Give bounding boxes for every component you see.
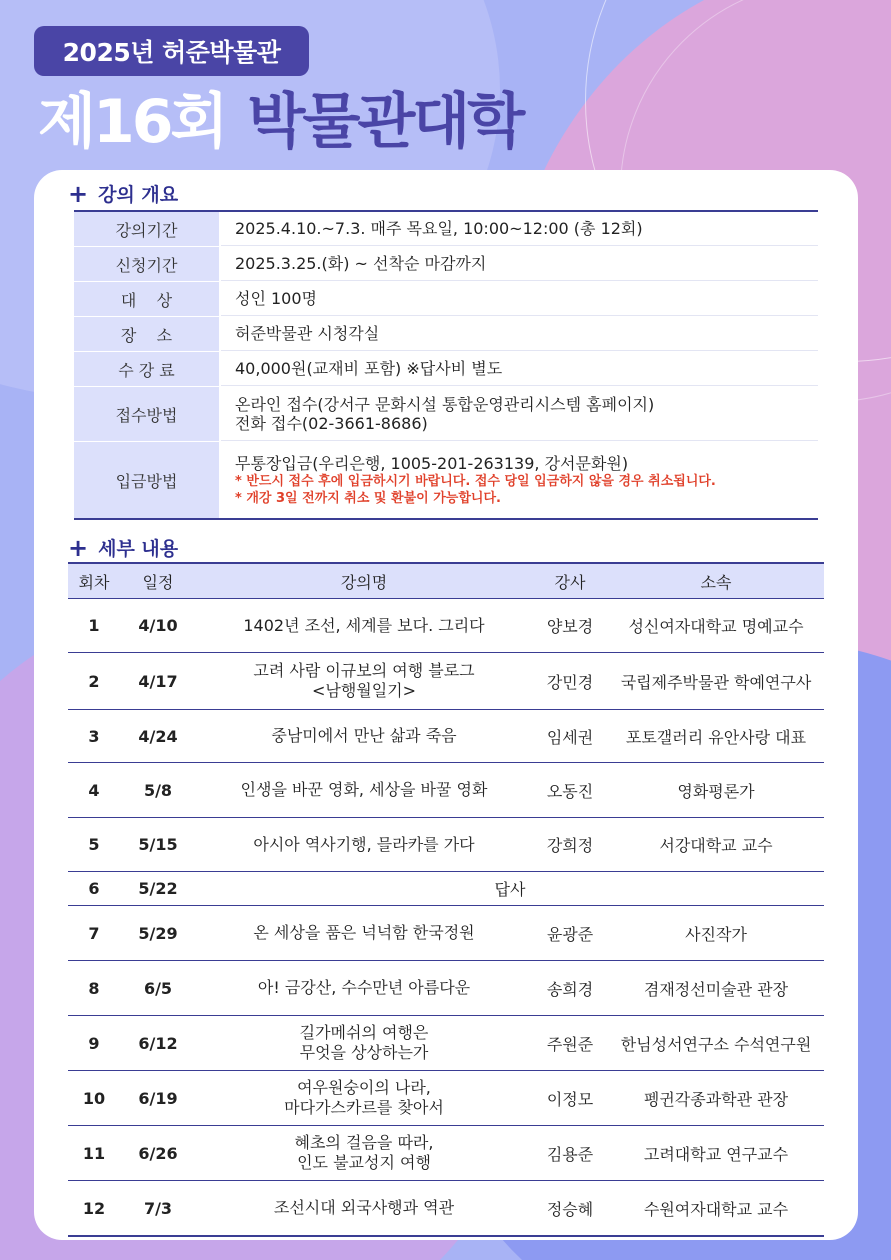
session-number: 7: [88, 923, 100, 943]
lecture-title-line: 여우원숭이의 나라,: [297, 1078, 431, 1097]
overview-note: * 반드시 접수 후에 입금하시기 바랍니다. 접수 당일 입금하지 않을 경우 취소됩니다.: [235, 473, 716, 489]
overview-row: [74, 247, 818, 282]
lecture-title: [196, 1181, 532, 1235]
table-row: [68, 961, 824, 1016]
overview-label: 접수방법: [74, 387, 221, 441]
lecture-title-line: 혜초의 걸음을 따라,: [294, 1133, 434, 1152]
session-number: 6: [88, 879, 100, 898]
session-date: 6/19: [138, 1088, 178, 1108]
lecture-title: [196, 710, 532, 762]
column-header: 소속: [700, 572, 732, 592]
column-header: 강사: [554, 572, 586, 592]
lecture-title: [196, 763, 532, 817]
lecture-title-line: 조선시대 외국사행과 역관: [273, 1198, 455, 1217]
title-part-1: 제16회: [38, 87, 226, 157]
instructor-affiliation: 서강대학교 교수: [659, 836, 773, 855]
session-date: 4/10: [138, 616, 178, 635]
schedule-header-row: [68, 562, 824, 599]
schedule-body: [68, 599, 824, 1237]
instructor-affiliation: 한님성서연구소 수석연구원: [620, 1034, 812, 1054]
session-date: 5/8: [143, 780, 173, 800]
overview-row: [74, 442, 818, 518]
overview-value-line: 온라인 접수(강서구 문화시설 통합운영관리시스템 홈페이지): [235, 394, 655, 414]
table-row: [68, 599, 824, 653]
overview-row: [74, 387, 818, 442]
session-number: 12: [82, 1198, 106, 1218]
lecture-title: [196, 1071, 532, 1125]
overview-value: [221, 282, 818, 316]
instructor-affiliation: 국립제주박물관 학예연구사: [620, 672, 812, 692]
overview-value: [221, 317, 818, 351]
instructor-affiliation: 겸재정선미술관 관장: [643, 979, 789, 999]
session-date: 6/5: [143, 978, 173, 998]
overview-label: 대 상: [74, 282, 221, 316]
instructor-name: 주원준: [546, 1034, 594, 1054]
overview-row: [74, 282, 818, 317]
session-date: 5/22: [138, 879, 178, 898]
column-header: 강의명: [340, 572, 388, 592]
overview-value-line: 무통장입금(우리은행, 1005-201-263139, 강서문화원): [235, 453, 629, 473]
instructor-name: 김용준: [546, 1144, 594, 1164]
instructor-name: 송희경: [546, 979, 594, 999]
instructor-name: 강민경: [546, 672, 594, 692]
table-row: [68, 1071, 824, 1126]
overview-label: 수 강 료: [74, 352, 221, 386]
table-row: [68, 763, 824, 818]
content-card: [34, 170, 858, 1240]
session-date: 5/29: [138, 923, 178, 943]
lecture-title: [196, 961, 532, 1015]
table-row: [68, 818, 824, 872]
lecture-title-line: 고려 사람 이규보의 여행 블로그: [253, 661, 475, 680]
page-title: [38, 82, 522, 162]
instructor-name: 윤광준: [546, 924, 594, 944]
session-number: 3: [88, 726, 100, 746]
title-part-2: 박물관대학: [247, 87, 523, 157]
session-number: 1: [88, 616, 100, 635]
table-row: [68, 653, 824, 710]
overview-value: [221, 247, 818, 281]
overview-row: [74, 352, 818, 387]
overview-label: 강의기간: [74, 212, 221, 246]
detail-heading: [68, 534, 178, 561]
lecture-title-line: 길가메쉬의 여행은: [299, 1023, 429, 1042]
instructor-name: 강희정: [546, 836, 594, 855]
overview-value-line: 2025.4.10.~7.3. 매주 목요일, 10:00~12:00 (총 12회): [235, 219, 643, 238]
overview-label: 신청기간: [74, 247, 221, 281]
lecture-title: [196, 906, 532, 960]
column-header: 일정: [142, 572, 174, 592]
session-date: 5/15: [138, 835, 178, 854]
overview-value-line: 2025.3.25.(화) ~ 선착순 마감까지: [235, 254, 487, 273]
instructor-name: 이정모: [546, 1089, 594, 1109]
session-number: 4: [88, 780, 100, 800]
overview-value: [221, 352, 818, 386]
session-date: 6/26: [138, 1143, 178, 1163]
plus-icon: +: [68, 179, 89, 208]
lecture-title-line: <남행월일기>: [311, 681, 417, 700]
table-row: [68, 1181, 824, 1237]
lecture-title: [196, 599, 532, 652]
session-number: 5: [88, 835, 100, 854]
overview-value: [221, 387, 818, 441]
overview-row: [74, 212, 818, 247]
overview-value-line: 전화 접수(02-3661-8686): [235, 413, 428, 433]
instructor-name: 양보경: [546, 617, 594, 636]
instructor-affiliation: 영화평론가: [677, 781, 755, 801]
instructor-affiliation: 포토갤러리 유안사랑 대표: [625, 727, 807, 747]
table-row: [68, 906, 824, 961]
instructor-affiliation: 고려대학교 연구교수: [643, 1144, 789, 1164]
lecture-title-line: 1402년 조선, 세계를 보다. 그리다: [243, 615, 485, 635]
instructor-affiliation: 펭귄각종과학관 관장: [643, 1089, 789, 1109]
column-header: 회차: [78, 572, 110, 592]
overview-label: 입금방법: [74, 442, 221, 518]
session-number: 8: [88, 978, 100, 998]
session-number: 11: [82, 1143, 106, 1163]
overview-note: * 개강 3일 전까지 취소 및 환불이 가능합니다.: [235, 490, 501, 506]
table-row: [68, 710, 824, 763]
overview-heading-text: 강의 개요: [98, 184, 179, 206]
instructor-affiliation: 사진작가: [685, 924, 747, 944]
overview-table: [74, 210, 818, 520]
overview-value-line: 40,000원(교재비 포함) ※답사비 별도: [235, 359, 503, 378]
overview-value-line: 성인 100명: [235, 289, 317, 308]
session-number: 9: [88, 1033, 100, 1053]
header-badge: 2025년 허준박물관: [34, 26, 309, 76]
session-number: 2: [88, 671, 100, 691]
lecture-title-line: 인도 불교성지 여행: [297, 1153, 431, 1172]
instructor-name: 오동진: [546, 781, 594, 801]
lecture-title: [196, 818, 532, 871]
lecture-title-line: 인생을 바꾼 영화, 세상을 바꿀 영화: [240, 780, 488, 799]
lecture-title-line: 온 세상을 품은 넉넉함 한국정원: [253, 923, 475, 942]
overview-value: [221, 212, 818, 246]
overview-heading: [68, 180, 178, 207]
lecture-title-line: 아! 금강산, 수수만년 아름다운: [257, 978, 471, 997]
detail-heading-text: 세부 내용: [98, 538, 179, 560]
table-row: [68, 1126, 824, 1181]
lecture-title-line: 중남미에서 만난 삶과 죽음: [271, 726, 457, 745]
lecture-title: [196, 1016, 532, 1070]
overview-row: [74, 317, 818, 352]
instructor-affiliation: 성신여자대학교 명예교수: [628, 617, 804, 636]
session-number: 10: [82, 1088, 106, 1108]
lecture-title-line: 마다가스카르를 찾아서: [284, 1098, 444, 1117]
lecture-title: [196, 1126, 532, 1180]
overview-label: 장 소: [74, 317, 221, 351]
instructor-name: 임세권: [546, 727, 594, 747]
session-date: 6/12: [138, 1033, 178, 1053]
session-date: 7/3: [143, 1198, 173, 1218]
table-row: [68, 872, 824, 906]
plus-icon: +: [68, 533, 89, 562]
lecture-title-line: 아시아 역사기행, 믈라카를 가다: [253, 834, 475, 854]
table-row: [68, 1016, 824, 1071]
lecture-title-line: 무엇을 상상하는가: [299, 1043, 429, 1062]
schedule-table: [68, 562, 824, 1237]
session-date: 4/24: [138, 726, 178, 746]
lecture-title: [196, 653, 532, 709]
instructor-name: 정승혜: [546, 1199, 594, 1219]
overview-value: [221, 442, 818, 518]
session-date: 4/17: [138, 671, 178, 691]
instructor-affiliation: 수원여자대학교 교수: [643, 1199, 789, 1219]
session-merged: 답사: [494, 880, 526, 899]
overview-value-line: 허준박물관 시청각실: [235, 324, 380, 343]
